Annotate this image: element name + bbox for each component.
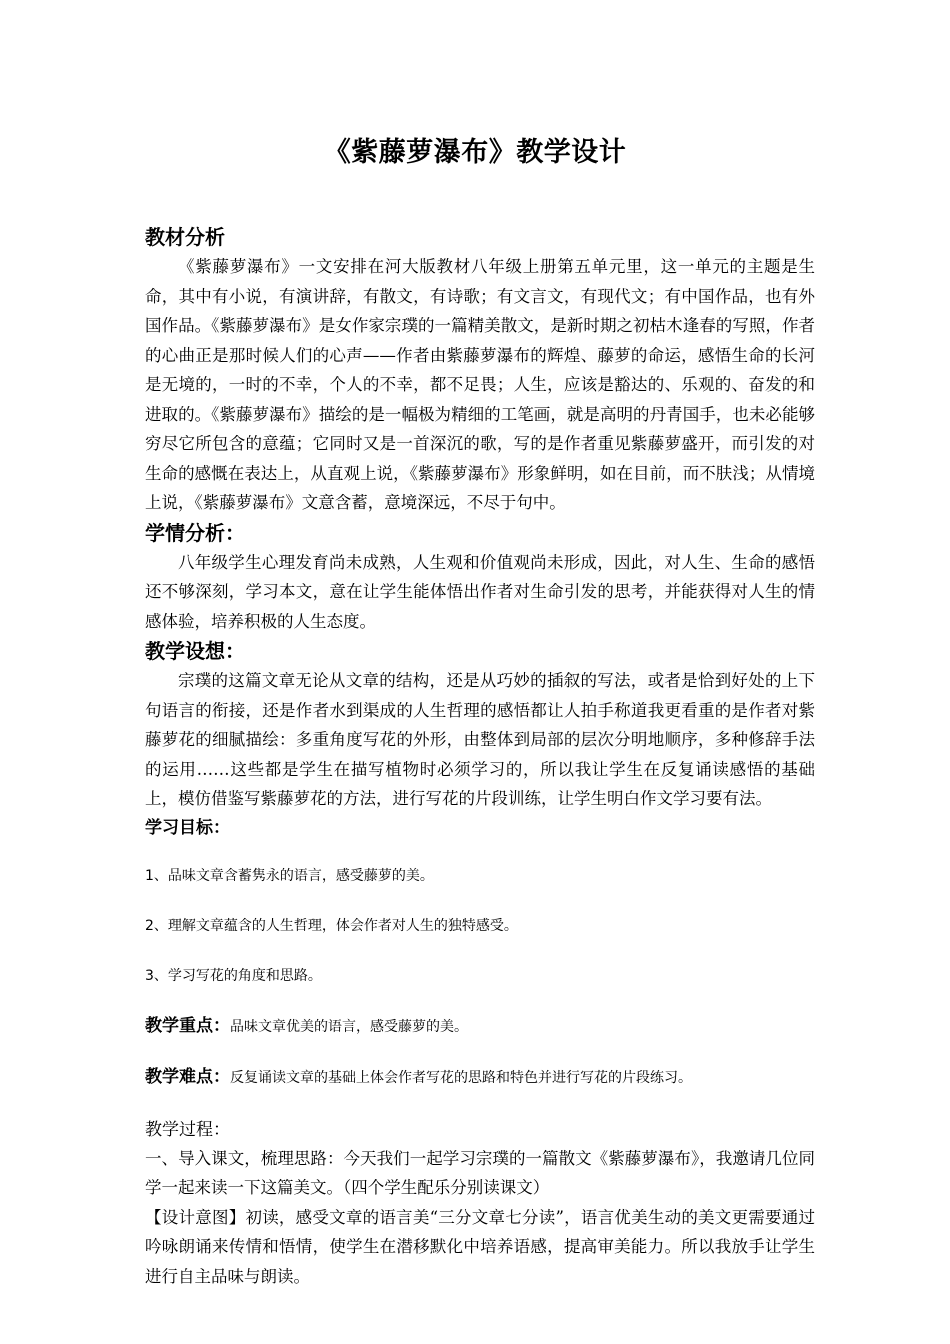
teaching-key-label: 教学重点： <box>145 1015 230 1036</box>
document-body <box>145 222 815 1291</box>
section-heading-goals: 学习目标： <box>145 817 230 838</box>
section-heading-process: 教学过程： <box>145 1119 230 1140</box>
student-analysis-text: 八年级学生心理发育尚未成熟，人生观和价值观尚未形成，因此，对人生、生命的感悟还不够深刻，学习本文，意在让学生能体悟出作者对生命引发的思考，并能获得对人生的情感体验，培养积极的人生态度。 <box>145 552 815 631</box>
process-step-1: 一、导入课文，梳理思路：今天我们一起学习宗璞的一篇散文《紫藤萝瀑布》，我邀请几位同学一起来读一下这篇美文。（四个学生配乐分别读课文） <box>145 1148 815 1197</box>
teaching-key-point <box>145 1014 815 1039</box>
design-intent <box>145 1203 815 1292</box>
teaching-key-text: 品味文章优美的语言，感受藤萝的美。 <box>230 1018 468 1035</box>
material-analysis-text: 《紫藤萝瀑布》一文安排在河大版教材八年级上册第五单元里，这一单元的主题是生命，其中有小说，有演讲辞，有散文，有诗歌；有文言文，有现代文；有中国作品，也有外国作品。《紫藤萝瀑布》是女作家宗璞的一篇精美散文，是新时期之初枯木逢春的写照，作者的心曲正是那时候人们的心声——作者由紫藤萝瀑布的辉煌、藤萝的命运，感悟生命的长河是无境的，一时的不幸，个人的不幸，都不足畏；人生，应该是豁达的、乐观的、奋发的和进取的。《紫藤萝瀑布》描绘的是一幅极为精细的工笔画，就是高明的丹青国手，也未必能够穷尽它所包含的意蕴；它同时又是一首深沉的歌，写的是作者重见紫藤萝盛开，而引发的对生命的感慨在表达上，从直观上说，《紫藤萝瀑布》形象鲜明，如在目前，而不肤浅；从情境上说，《紫藤萝瀑布》文意含蓄，意境深远，不尽于句中。 <box>145 257 815 512</box>
teaching-difficulty <box>145 1065 815 1090</box>
goal-item: 3、学习写花的角度和思路。 <box>145 967 322 984</box>
goal-item: 1、品味文章含蓄隽永的语言，感受藤萝的美。 <box>145 867 434 884</box>
teaching-idea-text: 宗璞的这篇文章无论从文章的结构，还是从巧妙的插叙的写法，或者是恰到好处的上下句语言的衔接，还是作者水到渠成的人生哲理的感悟都让人拍手称道我更看重的是作者对紫藤萝花的细腻描绘：多重角度写花的外形，由整体到局部的层次分明地顺序，多种修辞手法的运用……这些都是学生在描写植物时必须学习的，所以我让学生在反复诵读感悟的基础上，模仿借鉴写紫藤萝花的方法，进行写花的片段训练，让学生明白作文学习要有法。 <box>145 671 815 808</box>
page-title: 《紫藤萝瀑布》教学设计 <box>323 137 627 168</box>
section-heading-material: 教材分析 <box>145 225 225 249</box>
section-heading-idea: 教学设想： <box>145 639 245 663</box>
design-intent-label: 【设计意图】 <box>145 1207 246 1227</box>
teaching-difficulty-label: 教学难点： <box>145 1066 230 1087</box>
goal-item: 2、理解文章蕴含的人生哲理，体会作者对人生的独特感受。 <box>145 917 518 934</box>
teaching-difficulty-text: 反复诵读文章的基础上体会作者写花的思路和特色并进行写花的片段练习。 <box>230 1069 692 1086</box>
section-heading-students: 学情分析： <box>145 520 245 545</box>
design-intent-text: 初读，感受文章的语言美“三分文章七分读”，语言优美生动的美文更需要通过吟咏朗诵来传情和悟情，使学生在潜移默化中培养语感，提高审美能力。所以我放手让学生进行自主品味与朗读。 <box>145 1207 816 1286</box>
